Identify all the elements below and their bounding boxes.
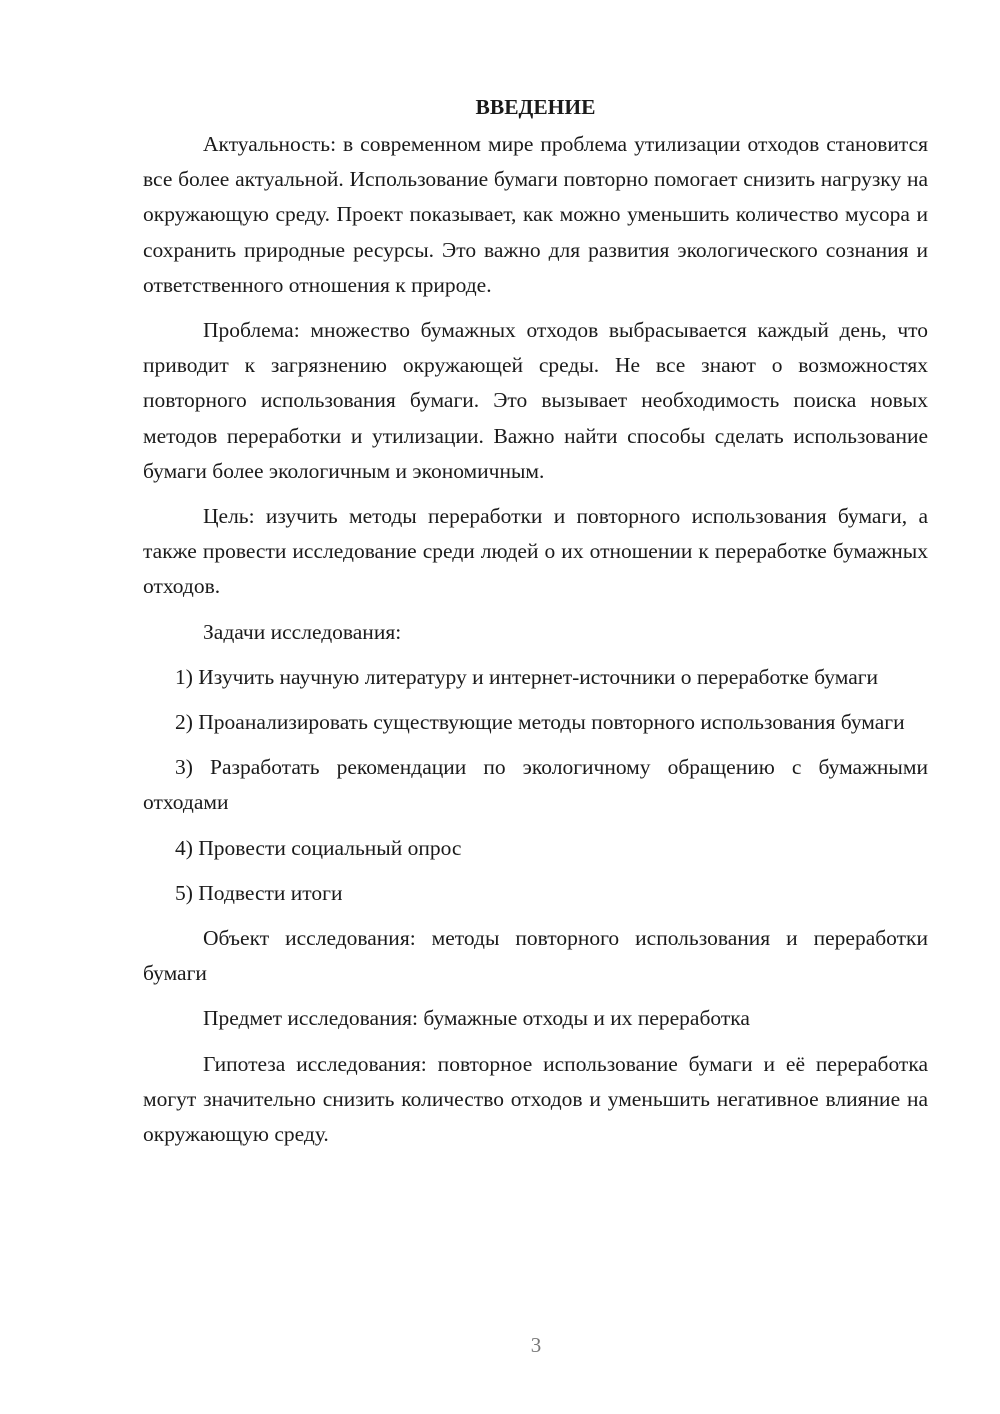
paragraph-goal: Цель: изучить методы переработки и повторного использования бумаги, а также провести исследование среди людей о их отношении к переработке бумажных отходов. <box>143 504 928 599</box>
task-item-3: 3) Разработать рекомендации по экологичному обращению с бумажными отходами <box>143 755 928 815</box>
tasks-heading: Задачи исследования: <box>203 619 402 644</box>
task-item-2: 2) Проанализировать существующие методы повторного использования бумаги <box>175 710 905 735</box>
paragraph-problem: Проблема: множество бумажных отходов выбрасывается каждый день, что приводит к загрязнению окружающей среды. Не все знают о возможностях повторного использования бумаги. Это вызывает необходимость поиска новых методов переработки и утилизации. Важно найти способы сделать использование бумаги более экологичным и экономичным. <box>143 318 928 483</box>
task-item-1: 1) Изучить научную литературу и интернет-источники о переработке бумаги <box>175 664 879 689</box>
page-number: 3 <box>530 1333 542 1357</box>
paragraph-object: Объект исследования: методы повторного использования и переработки бумаги <box>143 926 928 986</box>
task-item-5: 5) Подвести итоги <box>175 880 343 905</box>
document-page <box>143 90 928 1152</box>
task-item-4: 4) Провести социальный опрос <box>175 835 462 860</box>
paragraph-relevance: Актуальность: в современном мире проблема утилизации отходов становится все более актуальной. Использование бумаги повторно помогает снизить нагрузку на окружающую среду. Проект показывает, как можно уменьшить количество мусора и сохранить природные ресурсы. Это важно для развития экологического сознания и ответственного отношения к природе. <box>143 132 928 297</box>
document-title: ВВЕДЕНИЕ <box>475 95 596 119</box>
paragraph-hypothesis: Гипотеза исследования: повторное использование бумаги и её переработка могут значительно снизить количество отходов и уменьшить негативное влияние на окружающую среду. <box>143 1051 928 1147</box>
paragraph-subject: Предмет исследования: бумажные отходы и их переработка <box>203 1006 750 1031</box>
